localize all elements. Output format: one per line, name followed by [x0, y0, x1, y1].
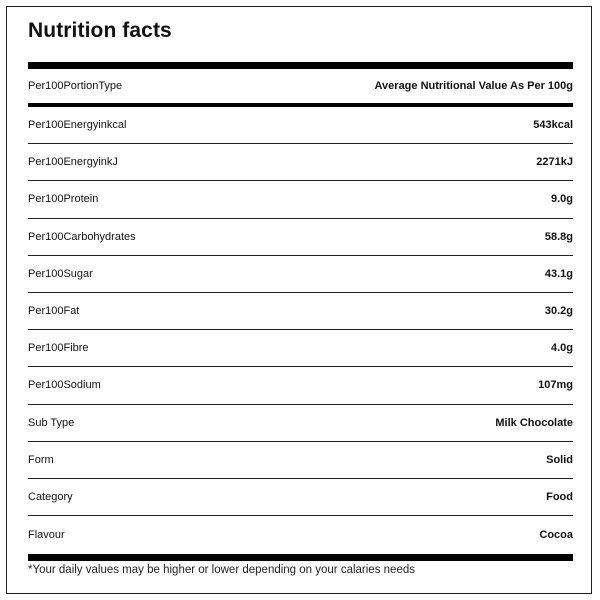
- row-label: Form: [28, 453, 54, 466]
- table-row: [28, 367, 573, 404]
- portion-header-row: [28, 69, 573, 103]
- row-label: Per100Sodium: [28, 379, 101, 392]
- table-row: [28, 442, 573, 479]
- row-label: Per100Protein: [28, 193, 99, 206]
- table-row: [28, 516, 573, 553]
- row-value: 58.8g: [544, 230, 573, 243]
- row-label: Per100Energyinkcal: [28, 119, 127, 132]
- nutrition-facts-panel: [6, 6, 592, 594]
- row-value: 2271kJ: [536, 156, 573, 169]
- row-value: Food: [546, 490, 573, 503]
- table-row: [28, 256, 573, 293]
- row-value: 4.0g: [550, 342, 573, 355]
- row-label: Per100Fat: [28, 305, 80, 318]
- row-value: 43.1g: [544, 267, 573, 280]
- portion-header-label: Per100PortionType: [28, 80, 123, 92]
- row-label: Per100Sugar: [28, 267, 93, 280]
- row-label: Per100Carbohydrates: [28, 230, 136, 243]
- bottom-divider: [28, 554, 573, 561]
- row-label: Category: [28, 490, 73, 503]
- row-value: 9.0g: [550, 193, 573, 206]
- row-label: Flavour: [28, 528, 65, 541]
- footnote: *Your daily values may be higher or lower depending on your calaries needs: [28, 564, 415, 576]
- portion-header-value: Average Nutritional Value As Per 100g: [374, 80, 573, 92]
- row-value: 107mg: [538, 379, 573, 392]
- row-label: Per100EnergyinkJ: [28, 156, 118, 169]
- table-row: [28, 330, 573, 367]
- page-title: Nutrition facts: [28, 19, 172, 42]
- row-value: 30.2g: [544, 305, 573, 318]
- table-row: [28, 181, 573, 218]
- table-row: [28, 219, 573, 256]
- table-row: [28, 144, 573, 181]
- table-row: [28, 107, 573, 144]
- table-row: [28, 293, 573, 330]
- row-value: Solid: [546, 453, 573, 466]
- row-label: Sub Type: [28, 416, 75, 429]
- row-label: Per100Fibre: [28, 342, 89, 355]
- table-row: [28, 405, 573, 442]
- row-value: 543kcal: [533, 119, 573, 132]
- row-value: Milk Chocolate: [495, 416, 573, 429]
- nutrition-table: [28, 107, 573, 553]
- table-row: [28, 479, 573, 516]
- top-divider: [28, 62, 573, 69]
- row-value: Cocoa: [539, 528, 573, 541]
